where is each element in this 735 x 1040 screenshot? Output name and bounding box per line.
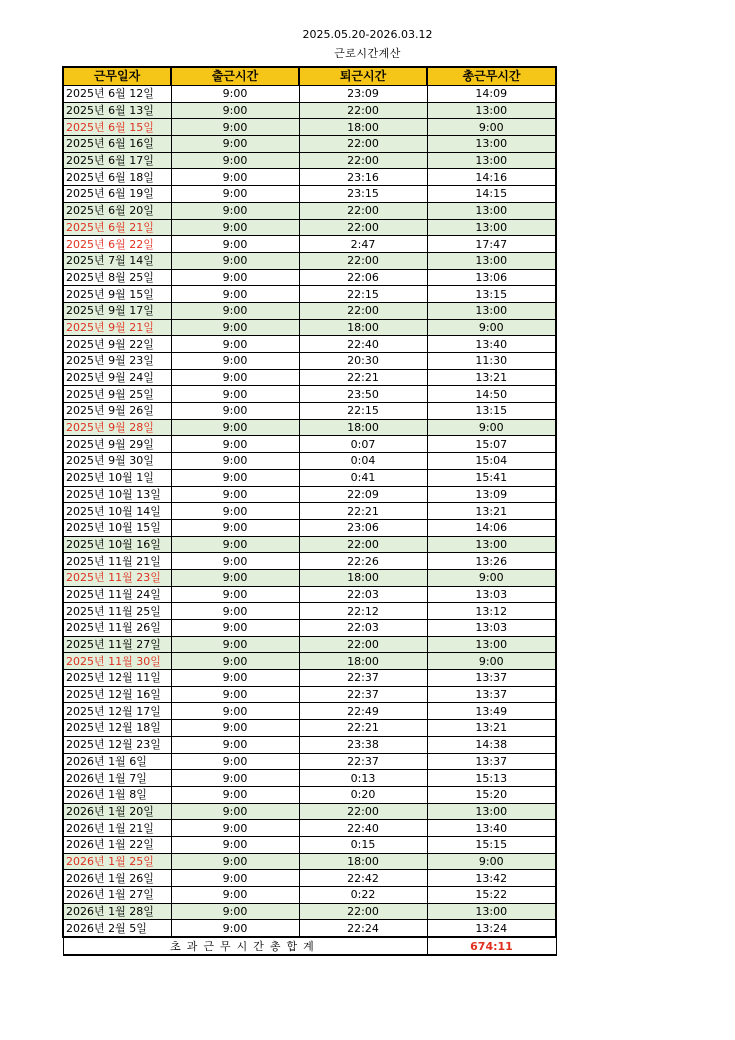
clock-out-cell: 22:42: [299, 870, 427, 887]
date-cell: 2025년 10월 14일: [63, 503, 171, 520]
clock-out-cell: 0:15: [299, 836, 427, 853]
clock-in-cell: 9:00: [171, 553, 299, 570]
date-cell: 2026년 1월 7일: [63, 770, 171, 787]
date-cell: 2026년 1월 28일: [63, 903, 171, 920]
total-hours-cell: 13:37: [427, 670, 556, 687]
clock-in-cell: 9:00: [171, 820, 299, 837]
clock-in-cell: 9:00: [171, 770, 299, 787]
clock-in-cell: 9:00: [171, 302, 299, 319]
date-cell: 2025년 6월 20일: [63, 202, 171, 219]
table-row: [63, 703, 556, 720]
clock-in-cell: 9:00: [171, 536, 299, 553]
clock-in-cell: 9:00: [171, 86, 299, 103]
total-hours-cell: 13:26: [427, 553, 556, 570]
total-hours-cell: 14:50: [427, 386, 556, 403]
total-hours-cell: 13:03: [427, 620, 556, 637]
table-row: [63, 136, 556, 153]
table-row: [63, 586, 556, 603]
date-range: 2025.05.20-2026.03.12: [302, 28, 433, 41]
clock-in-cell: 9:00: [171, 136, 299, 153]
table-row: [63, 786, 556, 803]
clock-in-cell: 9:00: [171, 920, 299, 937]
total-hours-cell: 13:15: [427, 286, 556, 303]
clock-in-cell: 9:00: [171, 653, 299, 670]
clock-in-cell: 9:00: [171, 519, 299, 536]
clock-in-cell: 9:00: [171, 586, 299, 603]
clock-out-cell: 22:26: [299, 553, 427, 570]
total-hours-cell: 13:21: [427, 503, 556, 520]
clock-in-cell: 9:00: [171, 703, 299, 720]
date-cell: 2025년 9월 21일: [63, 319, 171, 336]
date-cell: 2025년 11월 24일: [63, 586, 171, 603]
table-row: [63, 369, 556, 386]
page-title: 근로시간계산: [334, 47, 401, 60]
clock-in-cell: 9:00: [171, 219, 299, 236]
total-hours-cell: 14:16: [427, 169, 556, 186]
date-cell: 2025년 6월 16일: [63, 136, 171, 153]
clock-out-cell: 22:49: [299, 703, 427, 720]
date-cell: 2025년 10월 13일: [63, 486, 171, 503]
date-cell: 2025년 9월 22일: [63, 336, 171, 353]
clock-out-cell: 22:06: [299, 269, 427, 286]
table-row: [63, 670, 556, 687]
column-header-clock-in: 출근시간: [171, 67, 299, 86]
table-row: [63, 519, 556, 536]
total-hours-cell: 13:21: [427, 369, 556, 386]
clock-in-cell: 9:00: [171, 186, 299, 203]
total-hours-cell: 13:00: [427, 536, 556, 553]
clock-in-cell: 9:00: [171, 853, 299, 870]
table-row: [63, 887, 556, 904]
clock-out-cell: 23:50: [299, 386, 427, 403]
total-hours-cell: 9:00: [427, 653, 556, 670]
date-cell: 2025년 10월 15일: [63, 519, 171, 536]
total-hours-cell: 14:09: [427, 86, 556, 103]
total-hours-cell: 13:40: [427, 820, 556, 837]
date-cell: 2026년 2월 5일: [63, 920, 171, 937]
table-row: [63, 336, 556, 353]
table-row: [63, 720, 556, 737]
total-hours-cell: 13:00: [427, 302, 556, 319]
total-hours-cell: 13:49: [427, 703, 556, 720]
clock-out-cell: 2:47: [299, 236, 427, 253]
total-hours-cell: 14:38: [427, 736, 556, 753]
table-row: [63, 770, 556, 787]
table-row: [63, 903, 556, 920]
clock-in-cell: 9:00: [171, 486, 299, 503]
date-cell: 2025년 12월 18일: [63, 720, 171, 737]
clock-in-cell: 9:00: [171, 870, 299, 887]
table-row: [63, 603, 556, 620]
total-hours-cell: 13:06: [427, 269, 556, 286]
total-hours-cell: 13:09: [427, 486, 556, 503]
total-hours-cell: 15:15: [427, 836, 556, 853]
clock-out-cell: 18:00: [299, 653, 427, 670]
date-cell: 2026년 1월 26일: [63, 870, 171, 887]
table-row: [63, 553, 556, 570]
table-row: [63, 820, 556, 837]
clock-out-cell: 22:00: [299, 903, 427, 920]
total-label: 초과근무시간총합계: [63, 937, 427, 955]
clock-in-cell: 9:00: [171, 336, 299, 353]
clock-in-cell: 9:00: [171, 403, 299, 420]
date-cell: 2025년 10월 1일: [63, 469, 171, 486]
table-row: [63, 686, 556, 703]
clock-in-cell: 9:00: [171, 152, 299, 169]
total-hours-cell: 13:00: [427, 803, 556, 820]
table-row: [63, 403, 556, 420]
table-row: [63, 286, 556, 303]
clock-out-cell: 0:07: [299, 436, 427, 453]
table-row: [63, 753, 556, 770]
clock-in-cell: 9:00: [171, 803, 299, 820]
total-hours-cell: 13:42: [427, 870, 556, 887]
date-cell: 2025년 9월 24일: [63, 369, 171, 386]
clock-in-cell: 9:00: [171, 436, 299, 453]
table-row: [63, 836, 556, 853]
date-cell: 2025년 6월 19일: [63, 186, 171, 203]
date-cell: 2025년 8월 25일: [63, 269, 171, 286]
total-hours-cell: 13:24: [427, 920, 556, 937]
table-row: [63, 870, 556, 887]
clock-in-cell: 9:00: [171, 887, 299, 904]
clock-in-cell: 9:00: [171, 319, 299, 336]
clock-in-cell: 9:00: [171, 786, 299, 803]
clock-out-cell: 22:00: [299, 636, 427, 653]
date-cell: 2025년 9월 23일: [63, 353, 171, 370]
clock-out-cell: 22:00: [299, 219, 427, 236]
total-hours-cell: 14:06: [427, 519, 556, 536]
clock-out-cell: 23:16: [299, 169, 427, 186]
clock-out-cell: 22:00: [299, 803, 427, 820]
date-cell: 2025년 12월 23일: [63, 736, 171, 753]
table-row: [63, 102, 556, 119]
clock-in-cell: 9:00: [171, 670, 299, 687]
total-hours-cell: 13:00: [427, 903, 556, 920]
total-hours-cell: 15:13: [427, 770, 556, 787]
table-row: [63, 736, 556, 753]
total-hours-cell: 13:00: [427, 136, 556, 153]
clock-out-cell: 22:40: [299, 820, 427, 837]
clock-out-cell: 22:37: [299, 686, 427, 703]
total-hours-cell: 13:21: [427, 720, 556, 737]
clock-out-cell: 22:00: [299, 302, 427, 319]
table-row: [63, 202, 556, 219]
clock-out-cell: 23:38: [299, 736, 427, 753]
clock-out-cell: 22:40: [299, 336, 427, 353]
clock-out-cell: 22:00: [299, 136, 427, 153]
clock-in-cell: 9:00: [171, 636, 299, 653]
table-row: [63, 86, 556, 103]
table-row: [63, 419, 556, 436]
clock-out-cell: 22:00: [299, 102, 427, 119]
table-row: [63, 803, 556, 820]
date-cell: 2025년 6월 17일: [63, 152, 171, 169]
date-cell: 2026년 1월 20일: [63, 803, 171, 820]
clock-in-cell: 9:00: [171, 836, 299, 853]
date-cell: 2025년 12월 11일: [63, 670, 171, 687]
table-row: [63, 302, 556, 319]
date-cell: 2025년 11월 27일: [63, 636, 171, 653]
date-cell: 2025년 12월 17일: [63, 703, 171, 720]
clock-in-cell: 9:00: [171, 569, 299, 586]
date-cell: 2025년 10월 16일: [63, 536, 171, 553]
table-header-row: [63, 67, 556, 86]
clock-out-cell: 22:09: [299, 486, 427, 503]
table-row: [63, 636, 556, 653]
work-hours-table: [62, 66, 557, 956]
clock-in-cell: 9:00: [171, 202, 299, 219]
table-row: [63, 152, 556, 169]
total-hours-cell: 9:00: [427, 853, 556, 870]
date-cell: 2025년 6월 13일: [63, 102, 171, 119]
column-header-total-hours: 총근무시간: [427, 67, 556, 86]
clock-in-cell: 9:00: [171, 386, 299, 403]
clock-out-cell: 0:20: [299, 786, 427, 803]
column-header-date: 근무일자: [63, 67, 171, 86]
total-hours-cell: 13:40: [427, 336, 556, 353]
clock-out-cell: 18:00: [299, 419, 427, 436]
total-hours-cell: 13:00: [427, 102, 556, 119]
clock-out-cell: 0:22: [299, 887, 427, 904]
clock-out-cell: 23:09: [299, 86, 427, 103]
clock-in-cell: 9:00: [171, 453, 299, 470]
total-hours-cell: 14:15: [427, 186, 556, 203]
clock-in-cell: 9:00: [171, 353, 299, 370]
table-row: [63, 853, 556, 870]
clock-out-cell: 22:15: [299, 286, 427, 303]
date-cell: 2025년 11월 25일: [63, 603, 171, 620]
clock-out-cell: 22:12: [299, 603, 427, 620]
clock-out-cell: 18:00: [299, 853, 427, 870]
total-hours-cell: 9:00: [427, 569, 556, 586]
total-hours-cell: 15:07: [427, 436, 556, 453]
clock-in-cell: 9:00: [171, 686, 299, 703]
total-hours-cell: 13:00: [427, 636, 556, 653]
total-hours-cell: 15:22: [427, 887, 556, 904]
clock-in-cell: 9:00: [171, 236, 299, 253]
date-cell: 2025년 9월 15일: [63, 286, 171, 303]
clock-out-cell: 20:30: [299, 353, 427, 370]
total-hours-cell: 13:12: [427, 603, 556, 620]
clock-out-cell: 18:00: [299, 119, 427, 136]
total-hours-cell: 13:37: [427, 686, 556, 703]
total-hours-cell: 13:00: [427, 202, 556, 219]
total-hours-cell: 15:20: [427, 786, 556, 803]
total-hours-cell: 9:00: [427, 319, 556, 336]
date-cell: 2026년 1월 22일: [63, 836, 171, 853]
table-row: [63, 269, 556, 286]
table-row: [63, 186, 556, 203]
date-cell: 2026년 1월 8일: [63, 786, 171, 803]
clock-out-cell: 22:15: [299, 403, 427, 420]
clock-in-cell: 9:00: [171, 903, 299, 920]
date-cell: 2025년 11월 21일: [63, 553, 171, 570]
date-cell: 2025년 9월 28일: [63, 419, 171, 436]
clock-out-cell: 22:03: [299, 586, 427, 603]
clock-in-cell: 9:00: [171, 736, 299, 753]
total-hours-cell: 9:00: [427, 419, 556, 436]
table-row: [63, 469, 556, 486]
clock-in-cell: 9:00: [171, 503, 299, 520]
table-row: [63, 353, 556, 370]
clock-out-cell: 22:37: [299, 670, 427, 687]
clock-in-cell: 9:00: [171, 620, 299, 637]
clock-out-cell: 22:00: [299, 202, 427, 219]
clock-in-cell: 9:00: [171, 369, 299, 386]
date-cell: 2025년 7월 14일: [63, 252, 171, 269]
total-hours-cell: 13:15: [427, 403, 556, 420]
table-body: [63, 86, 556, 938]
clock-in-cell: 9:00: [171, 419, 299, 436]
date-cell: 2025년 6월 12일: [63, 86, 171, 103]
clock-in-cell: 9:00: [171, 753, 299, 770]
date-cell: 2025년 6월 22일: [63, 236, 171, 253]
clock-in-cell: 9:00: [171, 169, 299, 186]
clock-out-cell: 0:41: [299, 469, 427, 486]
date-cell: 2026년 1월 21일: [63, 820, 171, 837]
clock-in-cell: 9:00: [171, 102, 299, 119]
total-hours-cell: 17:47: [427, 236, 556, 253]
clock-out-cell: 23:06: [299, 519, 427, 536]
clock-out-cell: 22:37: [299, 753, 427, 770]
table-row: [63, 653, 556, 670]
date-cell: 2025년 9월 17일: [63, 302, 171, 319]
table-row: [63, 486, 556, 503]
clock-in-cell: 9:00: [171, 119, 299, 136]
date-cell: 2025년 11월 30일: [63, 653, 171, 670]
clock-in-cell: 9:00: [171, 603, 299, 620]
table-row: [63, 169, 556, 186]
clock-out-cell: 22:00: [299, 152, 427, 169]
clock-in-cell: 9:00: [171, 469, 299, 486]
clock-out-cell: 0:04: [299, 453, 427, 470]
total-hours-cell: 15:04: [427, 453, 556, 470]
clock-out-cell: 22:00: [299, 252, 427, 269]
clock-in-cell: 9:00: [171, 252, 299, 269]
date-cell: 2025년 9월 29일: [63, 436, 171, 453]
clock-out-cell: 22:03: [299, 620, 427, 637]
date-cell: 2025년 6월 15일: [63, 119, 171, 136]
table-row: [63, 453, 556, 470]
date-cell: 2025년 12월 16일: [63, 686, 171, 703]
total-hours-cell: 13:00: [427, 252, 556, 269]
date-cell: 2025년 6월 21일: [63, 219, 171, 236]
total-hours-cell: 15:41: [427, 469, 556, 486]
table-row: [63, 536, 556, 553]
table-row: [63, 920, 556, 937]
clock-out-cell: 18:00: [299, 319, 427, 336]
table-row: [63, 620, 556, 637]
clock-out-cell: 22:21: [299, 369, 427, 386]
date-cell: 2026년 1월 6일: [63, 753, 171, 770]
clock-out-cell: 22:21: [299, 720, 427, 737]
table-row: [63, 503, 556, 520]
date-cell: 2025년 9월 30일: [63, 453, 171, 470]
total-hours-cell: 11:30: [427, 353, 556, 370]
total-hours-cell: 9:00: [427, 119, 556, 136]
date-cell: 2026년 1월 27일: [63, 887, 171, 904]
clock-out-cell: 0:13: [299, 770, 427, 787]
clock-out-cell: 18:00: [299, 569, 427, 586]
date-cell: 2025년 9월 25일: [63, 386, 171, 403]
total-hours-cell: 13:03: [427, 586, 556, 603]
clock-in-cell: 9:00: [171, 269, 299, 286]
table-row: [63, 436, 556, 453]
table-row: [63, 252, 556, 269]
table-row: [63, 569, 556, 586]
clock-in-cell: 9:00: [171, 286, 299, 303]
clock-out-cell: 22:00: [299, 536, 427, 553]
column-header-clock-out: 퇴근시간: [299, 67, 427, 86]
table-row: [63, 386, 556, 403]
date-cell: 2025년 11월 26일: [63, 620, 171, 637]
total-hours-cell: 13:37: [427, 753, 556, 770]
table-row: [63, 119, 556, 136]
clock-out-cell: 22:21: [299, 503, 427, 520]
clock-out-cell: 22:24: [299, 920, 427, 937]
table-row: [63, 319, 556, 336]
date-cell: 2026년 1월 25일: [63, 853, 171, 870]
total-hours-cell: 13:00: [427, 152, 556, 169]
date-cell: 2025년 11월 23일: [63, 569, 171, 586]
date-cell: 2025년 9월 26일: [63, 403, 171, 420]
clock-out-cell: 23:15: [299, 186, 427, 203]
clock-in-cell: 9:00: [171, 720, 299, 737]
table-row: [63, 236, 556, 253]
total-hours-cell: 13:00: [427, 219, 556, 236]
date-cell: 2025년 6월 18일: [63, 169, 171, 186]
table-row: [63, 219, 556, 236]
total-row: [63, 937, 556, 955]
total-value: 674:11: [427, 937, 556, 955]
